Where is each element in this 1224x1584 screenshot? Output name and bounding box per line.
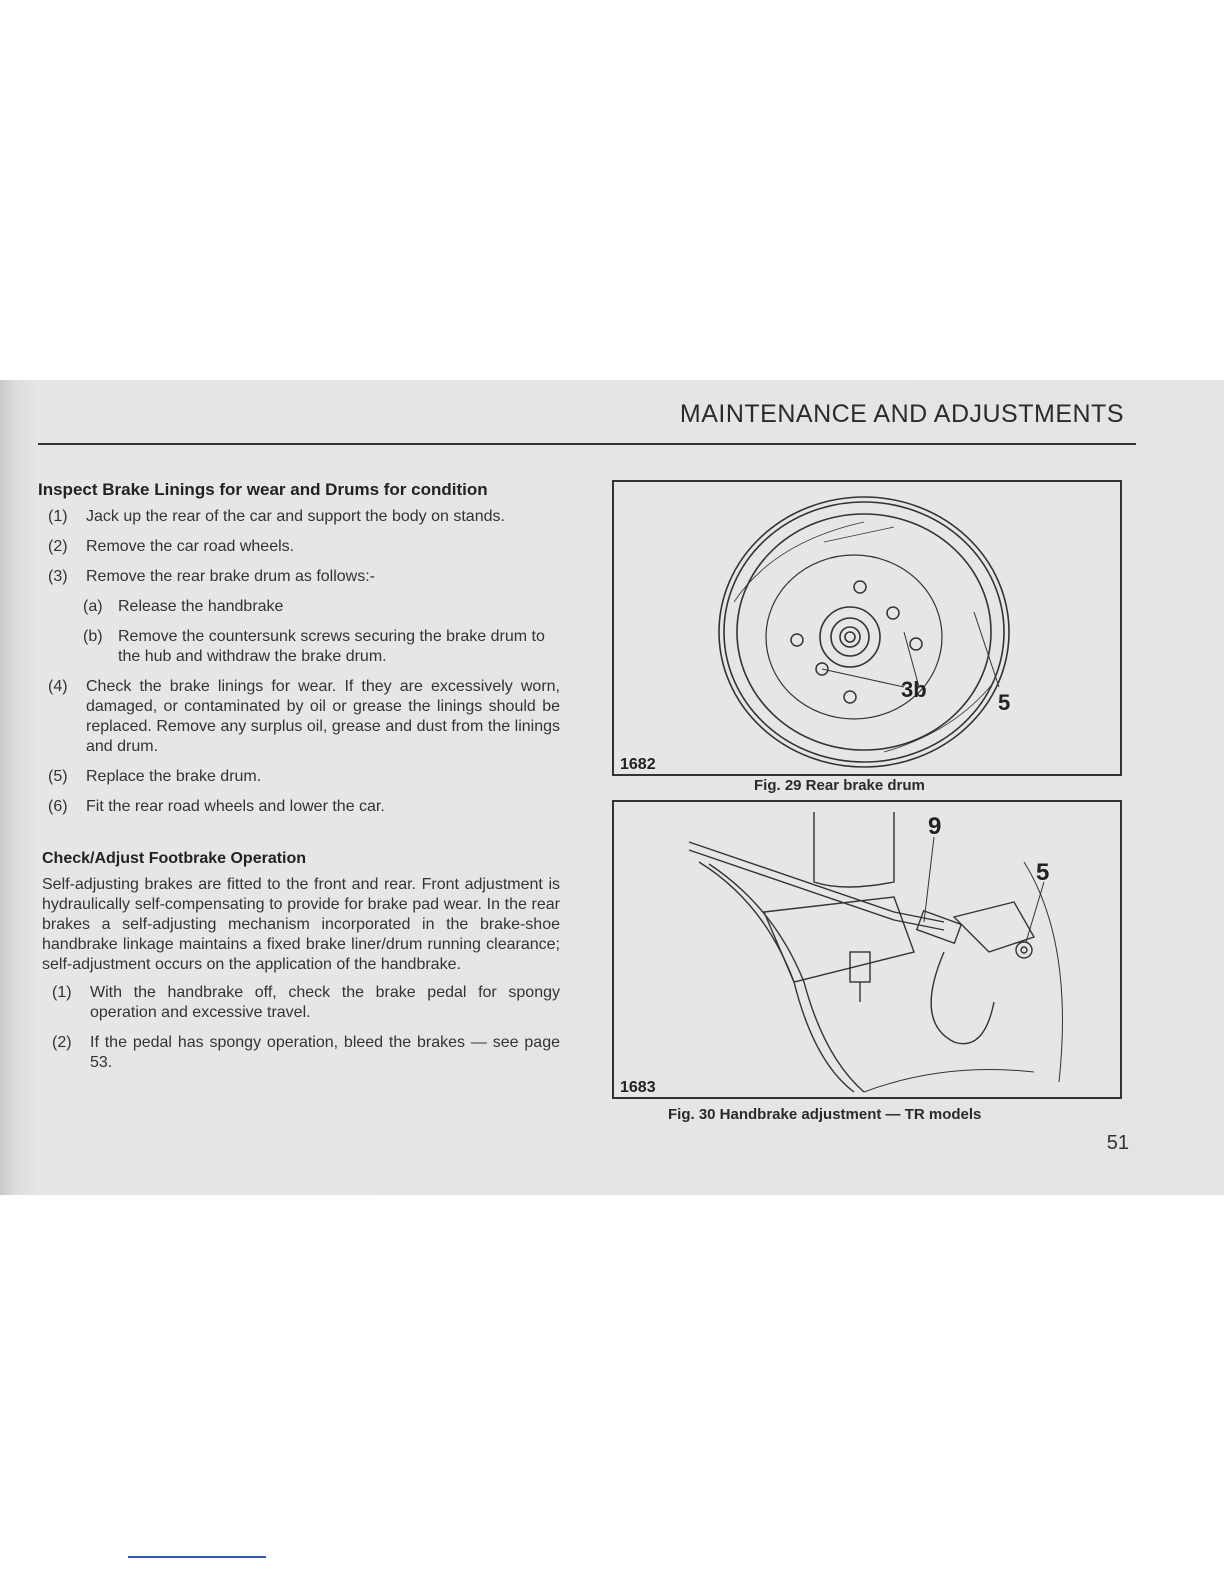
list-item bbox=[38, 507, 560, 527]
sub-item bbox=[38, 627, 560, 667]
footer-line bbox=[128, 1556, 266, 1558]
scanned-page bbox=[0, 380, 1224, 1195]
item-number: (5) bbox=[48, 768, 68, 785]
figure-number: 1683 bbox=[620, 1079, 656, 1096]
figure-29 bbox=[612, 480, 1122, 776]
item-text: If the pedal has spongy operation, bleed the brakes — see page 53. bbox=[90, 1034, 560, 1071]
page-number: 51 bbox=[1106, 1132, 1129, 1154]
item-number: (1) bbox=[48, 508, 68, 525]
figure-29-caption: Fig. 29 Rear brake drum bbox=[754, 777, 925, 794]
section1-heading: Inspect Brake Linings for wear and Drums for condition bbox=[38, 480, 488, 499]
item-text: Check the brake linings for wear. If they are excessively worn, damaged, or contaminated by oil or grease the linings should be replaced. Remove any surplus oil, grease and dust from the linings and drum. bbox=[86, 678, 560, 755]
item-number: (6) bbox=[48, 798, 68, 815]
figure-30 bbox=[612, 800, 1122, 1099]
sub-item-text: Release the handbrake bbox=[118, 598, 284, 615]
brake-drum-illustration bbox=[614, 482, 1120, 774]
callout-5: 5 bbox=[998, 690, 1011, 715]
text-column bbox=[38, 480, 560, 1083]
list-item bbox=[38, 797, 560, 817]
item-text: Remove the car road wheels. bbox=[86, 538, 295, 555]
figure-number: 1682 bbox=[620, 756, 656, 773]
list-item bbox=[38, 767, 560, 787]
item-text: Jack up the rear of the car and support the body on stands. bbox=[86, 508, 505, 525]
handbrake-adjustment-illustration bbox=[614, 802, 1120, 1097]
item-number: (2) bbox=[52, 1034, 72, 1051]
list-item bbox=[38, 567, 560, 587]
list-item bbox=[38, 677, 560, 757]
sub-item-letter: (a) bbox=[83, 598, 103, 615]
item-text: Fit the rear road wheels and lower the car. bbox=[86, 798, 385, 815]
sub-item-text: Remove the countersunk screws securing the brake drum to the hub and withdraw the brake drum. bbox=[118, 628, 545, 665]
header-rule bbox=[38, 443, 1136, 445]
section2-paragraph: Self-adjusting brakes are fitted to the front and rear. Front adjustment is hydraulically self-compensating to provide for brake pad wear. In the rear brakes a self-adjusting mechanism incorporated in the brake-shoe handbrake linkage maintains a fixed brake liner/drum running clearance; self-adjustment occurs on the application of the handbrake. bbox=[42, 876, 560, 973]
sub-item-letter: (b) bbox=[83, 628, 103, 645]
item-number: (3) bbox=[48, 568, 68, 585]
callout-9: 9 bbox=[928, 813, 942, 840]
item-number: (4) bbox=[48, 678, 68, 695]
item-number: (2) bbox=[48, 538, 68, 555]
callout-5: 5 bbox=[1036, 859, 1050, 886]
section-header: MAINTENANCE AND ADJUSTMENTS bbox=[679, 400, 1124, 428]
callout-3b: 3b bbox=[901, 677, 927, 702]
list-item bbox=[38, 1033, 560, 1073]
item-text: Replace the brake drum. bbox=[86, 768, 262, 785]
list-item bbox=[38, 537, 560, 557]
list-item bbox=[38, 983, 560, 1023]
item-text: Remove the rear brake drum as follows:- bbox=[86, 568, 375, 585]
item-number: (1) bbox=[52, 984, 72, 1001]
section2-heading: Check/Adjust Footbrake Operation bbox=[42, 850, 307, 867]
sub-item bbox=[38, 597, 560, 617]
item-text: With the handbrake off, check the brake pedal for spongy operation and excessive travel. bbox=[90, 984, 560, 1021]
figure-30-caption: Fig. 30 Handbrake adjustment — TR models bbox=[668, 1106, 982, 1123]
